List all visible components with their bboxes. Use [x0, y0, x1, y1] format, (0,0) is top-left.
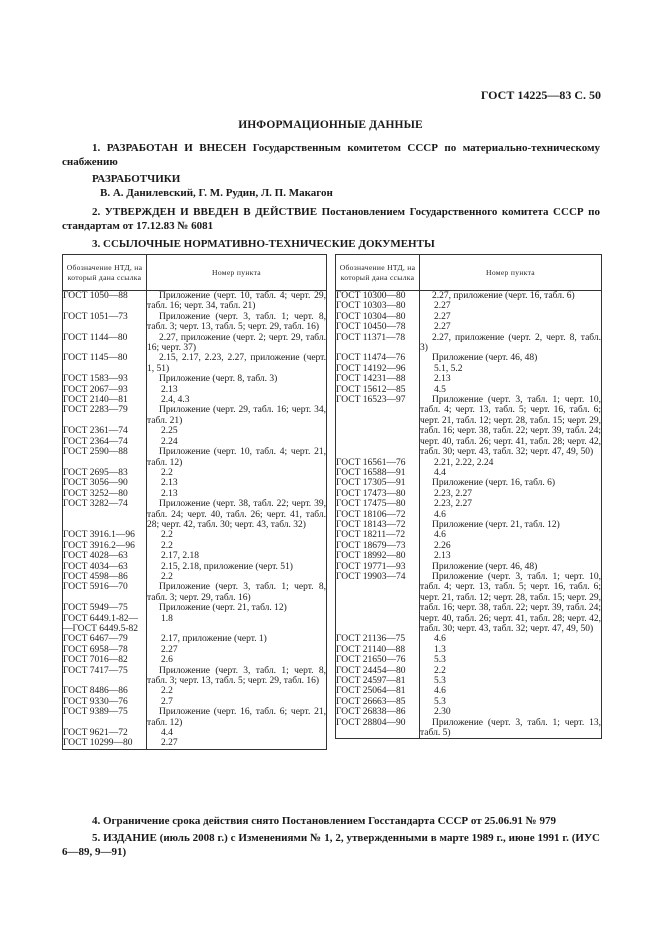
developers-heading: РАЗРАБОТЧИКИ [92, 173, 181, 185]
table-row [336, 541, 602, 551]
clause-number: 2.27 [147, 738, 327, 749]
column-header-item: Номер пункта [420, 255, 602, 291]
clause-number: Приложение (черт. 3, табл. 1; черт. 8, табл. 3; черт. 13, табл. 5; черт. 29, табл. 16) [147, 311, 326, 333]
clause-number: Приложение (черт. 10, табл. 4; черт. 21, табл. 12) [147, 447, 326, 468]
standard-code: ГОСТ 11371—78 [336, 332, 406, 343]
table-row [336, 510, 602, 520]
table-row [63, 686, 327, 696]
standard-designation [336, 322, 420, 332]
table-row [63, 437, 327, 447]
standard-code: ГОСТ 24597—81 [336, 676, 406, 687]
standard-code: ГОСТ 19903—74 [336, 571, 406, 582]
clause-number: 2.2 [420, 666, 602, 676]
standard-code: ГОСТ 8486—86 [63, 686, 128, 697]
standard-designation [336, 301, 420, 311]
standard-code: ГОСТ 26838—86 [336, 707, 406, 718]
clause-number: 4.6 [420, 634, 602, 644]
clause-number: 5.3 [420, 676, 602, 686]
table-row [336, 645, 602, 655]
clause-number: Приложение (черт. 3, табл. 1; черт. 8, табл. 3; черт. 29, табл. 16) [147, 582, 326, 603]
table-row [63, 614, 327, 635]
standard-code: ГОСТ 1051—73 [63, 311, 128, 322]
table-row [63, 312, 327, 333]
clause-number: 2.13 [420, 374, 602, 384]
standard-designation [336, 364, 420, 374]
section-2: 2. УТВЕРЖДЕН И ВВЕДЕН В ДЕЙСТВИЕ Постановлением Государственного комитета СССР по стандартам от 17.12.83 № 6081 [62, 206, 600, 232]
standard-code: ГОСТ 2283—79 [63, 405, 128, 416]
clause-number: 2.25 [147, 426, 327, 436]
clause-number: Приложение (черт. 10, табл. 4; черт. 29, табл. 16; черт. 34, табл. 21) [147, 291, 326, 312]
standard-designation [336, 520, 420, 530]
clause-number: 2.4, 4.3 [147, 395, 327, 405]
table-row [63, 374, 327, 384]
standard-code: ГОСТ 17305—91 [336, 478, 406, 489]
standard-designation [63, 614, 147, 635]
section-1: 1. РАЗРАБОТАН И ВНЕСЕН Государственным комитетом СССР по материально-техническому снабжению [62, 142, 600, 168]
clause-number: Приложение (черт. 3, табл. 1; черт. 10, табл. 4; черт. 13, табл. 5; черт. 16, табл. 6; черт. 21, табл. 12; черт. 28, табл. 15; черт. 29, табл. 16; черт. 38, табл. 22; черт. 39, табл. 24; черт. 40, табл. 26; черт. 41, табл. 28; черт. 42, табл. 30; черт. 43, табл. 32; черт. 47, 49, 50) [420, 571, 601, 634]
standard-designation [63, 353, 147, 374]
standard-code: ГОСТ 24454—80 [336, 665, 406, 676]
clause-number: 2.6 [147, 655, 327, 665]
standard-designation [336, 499, 420, 509]
standard-code: ГОСТ 19771—93 [336, 561, 406, 572]
table-row [63, 634, 327, 644]
table-row [336, 458, 602, 468]
standard-designation [336, 551, 420, 561]
table-row [63, 499, 327, 530]
standard-code: ГОСТ 21140—88 [336, 644, 406, 655]
table-row [63, 603, 327, 613]
standard-code: ГОСТ 3056—90 [63, 478, 128, 489]
table-row [336, 301, 602, 311]
table-row [63, 385, 327, 395]
table-row [63, 468, 327, 478]
standard-code: ГОСТ 18211—72 [336, 530, 406, 541]
table-row [336, 353, 602, 363]
standard-code: ГОСТ 3252—80 [63, 488, 128, 499]
standard-designation [63, 603, 147, 613]
clause-number: 2.27 [420, 312, 602, 322]
clause-number: 2.13 [147, 478, 327, 488]
standard-designation [63, 551, 147, 561]
standard-designation [63, 426, 147, 436]
table-row [336, 291, 602, 302]
standard-designation [63, 447, 147, 468]
table-row [336, 395, 602, 457]
standard-designation [336, 353, 420, 363]
standard-designation [63, 291, 147, 312]
table-row [336, 374, 602, 384]
clause-number: 2.21, 2.22, 2.24 [420, 458, 602, 468]
table-row [63, 489, 327, 499]
standard-code: ГОСТ 3916.2—96 [63, 540, 135, 551]
standard-designation [336, 458, 420, 468]
clause-number: 5.3 [420, 697, 602, 707]
clause-number: 2.24 [147, 437, 327, 447]
standard-code: ГОСТ 14231—88 [336, 374, 406, 385]
standard-designation [336, 468, 420, 478]
clause-number: Приложение (черт. 16, табл. 6; черт. 21, табл. 12) [147, 707, 326, 728]
clause-number: 2.27 [147, 645, 327, 655]
clause-number: 1.8 [147, 614, 327, 635]
clause-number: Приложение (черт. 3, табл. 1; черт. 13, табл. 5) [420, 717, 601, 739]
standard-designation [63, 697, 147, 707]
clause-number: Приложение (черт. 3, табл. 1; черт. 10, табл. 4; черт. 13, табл. 5; черт. 16, табл. 6; черт. 21, табл. 12; черт. 28, табл. 15; черт. 29, табл. 16; черт. 38, табл. 22; черт. 39, табл. 24; черт. 40, табл. 26; черт. 41, табл. 28; черт. 42, табл. 30; черт. 43, табл. 32; черт. 47, 49, 50) [420, 395, 601, 458]
clause-number: 2.30 [420, 707, 602, 717]
table-row [336, 478, 602, 488]
standard-code: ГОСТ 9389—75 [63, 707, 128, 718]
standard-designation [63, 562, 147, 572]
clause-number: 4.6 [420, 686, 602, 696]
clause-number: 4.5 [420, 385, 602, 395]
standard-designation [63, 634, 147, 644]
table-row [63, 562, 327, 572]
standard-code: ГОСТ 16561—76 [336, 457, 406, 468]
table-row [63, 291, 327, 312]
standard-designation [63, 686, 147, 696]
table-row [63, 333, 327, 354]
standard-code: ГОСТ 9330—76 [63, 696, 128, 707]
clause-number: 2.2 [147, 530, 327, 540]
table-row [336, 551, 602, 561]
clause-number: 2.27, приложение (черт. 2; черт. 29, табл. 16; черт. 37) [147, 332, 326, 354]
table-row [63, 551, 327, 561]
standard-designation [63, 655, 147, 665]
standard-code: ГОСТ 17473—80 [336, 488, 406, 499]
standard-designation [63, 312, 147, 333]
standard-designation [336, 385, 420, 395]
standard-code: ГОСТ 10300—80 [336, 291, 406, 301]
standard-designation [336, 707, 420, 717]
table-row [336, 572, 602, 634]
section-3-heading: 3. ССЫЛОЧНЫЕ НОРМАТИВНО-ТЕХНИЧЕСКИЕ ДОКУМЕНТЫ [92, 238, 435, 250]
table-row [63, 582, 327, 603]
clause-number: 1.3 [420, 645, 602, 655]
clause-number: 2.27 [420, 301, 602, 311]
standard-designation [336, 718, 420, 739]
table-row [336, 364, 602, 374]
standard-code: ГОСТ 10299—80 [63, 738, 133, 749]
standard-code: ГОСТ 16523—97 [336, 395, 406, 406]
clause-number: 2.2 [147, 541, 327, 551]
clause-number: 2.23, 2.27 [420, 499, 602, 509]
clause-number: 2.27 [420, 322, 602, 332]
clause-number: Приложение (черт. 46, 48) [420, 562, 602, 572]
standard-designation [63, 405, 147, 426]
standard-code: ГОСТ 2364—74 [63, 436, 128, 447]
standard-code: ГОСТ 10303—80 [336, 301, 406, 312]
clause-number: 2.27, приложение (черт. 2, черт. 8, табл. 3) [420, 332, 601, 354]
standard-code: ГОСТ 17475—80 [336, 499, 406, 510]
clause-number: Приложение (черт. 16, табл. 6) [420, 478, 602, 488]
standard-designation [63, 437, 147, 447]
clause-number: 2.7 [147, 697, 327, 707]
clause-number: 2.17, приложение (черт. 1) [147, 634, 327, 644]
standard-designation [336, 333, 420, 354]
standard-code: ГОСТ 1583—93 [63, 374, 128, 385]
table-row [63, 530, 327, 540]
standard-code: ГОСТ 10304—80 [336, 311, 406, 322]
table-row [336, 499, 602, 509]
standard-code: ГОСТ 6467—79 [63, 634, 128, 645]
column-header-item: Номер пункта [147, 255, 327, 291]
standard-designation [63, 499, 147, 530]
clause-number: 2.26 [420, 541, 602, 551]
table-row [336, 489, 602, 499]
standard-designation [63, 738, 147, 749]
clause-number: Приложение (черт. 46, 48) [420, 353, 602, 363]
standard-code: —ГОСТ 6449.5-82 [63, 624, 139, 634]
standard-designation [63, 395, 147, 405]
standard-code: ГОСТ 11474—76 [336, 353, 406, 364]
table-row [63, 405, 327, 426]
standard-code: ГОСТ 1144—80 [63, 332, 128, 343]
standard-designation [63, 478, 147, 488]
table-row [336, 676, 602, 686]
table-row [63, 645, 327, 655]
standard-designation [336, 634, 420, 644]
clause-number: 4.6 [420, 530, 602, 540]
standard-code: ГОСТ 4034—63 [63, 561, 128, 572]
clause-number: 5.1, 5.2 [420, 364, 602, 374]
table-row [336, 312, 602, 322]
table-row [63, 666, 327, 687]
standard-code: ГОСТ 7417—75 [63, 665, 128, 676]
standard-designation [336, 562, 420, 572]
table-row [63, 353, 327, 374]
standard-code: ГОСТ 21650—76 [336, 655, 406, 666]
table-row [63, 738, 327, 749]
standard-designation [336, 478, 420, 488]
table-row [336, 562, 602, 572]
standard-code: ГОСТ 18992—80 [336, 551, 406, 562]
clause-number: 4.4 [147, 728, 327, 738]
reference-table-right [335, 254, 602, 739]
standard-code: ГОСТ 4598—86 [63, 571, 128, 582]
standard-code: ГОСТ 7016—82 [63, 655, 128, 666]
clause-number: 2.13 [420, 551, 602, 561]
section-4: 4. Ограничение срока действия снято Постановлением Госстандарта СССР от 25.06.91 № 979 [92, 815, 556, 827]
table-row [336, 634, 602, 644]
table-row [336, 686, 602, 696]
clause-number: Приложение (черт. 29, табл. 16; черт. 34, табл. 21) [147, 405, 326, 426]
clause-number: 5.3 [420, 655, 602, 665]
standard-code: ГОСТ 2590—88 [63, 447, 128, 458]
clause-number: Приложение (черт. 3, табл. 1; черт. 8, табл. 3; черт. 13, табл. 5; черт. 29, табл. 16) [147, 665, 326, 687]
table-row [336, 468, 602, 478]
standard-code: ГОСТ 9621—72 [63, 728, 128, 739]
standard-designation [63, 468, 147, 478]
clause-number: 2.2 [147, 572, 327, 582]
clause-number: Приложение (черт. 21, табл. 12) [147, 603, 327, 613]
section-5: 5. ИЗДАНИЕ (июль 2008 г.) с Изменениями № 1, 2, утвержденными в марте 1989 г., июне 1991 г. (ИУС 6—89, 9—91) [62, 832, 600, 858]
table-row [336, 697, 602, 707]
standard-code: ГОСТ 21136—75 [336, 634, 406, 645]
standard-designation [63, 572, 147, 582]
standard-code: ГОСТ 4028—63 [63, 551, 128, 562]
table-row [63, 478, 327, 488]
standard-code: ГОСТ 6449.1-82— [63, 613, 139, 624]
standard-code: ГОСТ 25064—81 [336, 686, 406, 697]
clause-number: 4.6 [420, 510, 602, 520]
clause-number: 2.23, 2.27 [420, 489, 602, 499]
standard-code: ГОСТ 3282—74 [63, 499, 128, 510]
table-row [63, 572, 327, 582]
clause-number: Приложение (черт. 8, табл. 3) [147, 374, 327, 384]
standard-designation [63, 645, 147, 655]
clause-number: 2.15, 2.17, 2.23, 2.27, приложение (черт. 1, 51) [147, 353, 326, 374]
standard-code: ГОСТ 14192—96 [336, 363, 406, 374]
standard-code: ГОСТ 15612—85 [336, 384, 406, 395]
table-row [336, 655, 602, 665]
standard-code: ГОСТ 5916—70 [63, 582, 128, 593]
clause-number: 2.27, приложение (черт. 16, табл. 6) [420, 291, 602, 302]
table-row [63, 395, 327, 405]
standard-designation [63, 728, 147, 738]
standard-designation [336, 510, 420, 520]
column-header-doc: Обозначение НТД, на который дана ссылка [63, 255, 147, 291]
standard-code: ГОСТ 18679—73 [336, 540, 406, 551]
developers-names: В. А. Данилевский, Г. М. Рудин, Л. П. Макагон [100, 187, 333, 199]
table-row [336, 718, 602, 739]
table-row [63, 655, 327, 665]
standard-code: ГОСТ 6958—78 [63, 644, 128, 655]
standard-designation [63, 374, 147, 384]
standard-designation [63, 333, 147, 354]
standard-designation [63, 707, 147, 728]
standard-designation [336, 686, 420, 696]
clause-number: 2.17, 2.18 [147, 551, 327, 561]
clause-number: 2.2 [147, 686, 327, 696]
table-row [63, 541, 327, 551]
page-number: ГОСТ 14225—83 С. 50 [480, 88, 601, 102]
clause-number: 2.13 [147, 489, 327, 499]
table-row [336, 333, 602, 354]
table-row [63, 728, 327, 738]
table-row [63, 707, 327, 728]
standard-code: ГОСТ 16588—91 [336, 467, 406, 478]
standard-designation [336, 374, 420, 384]
table-row [63, 447, 327, 468]
standard-designation [336, 572, 420, 634]
clause-number: 2.2 [147, 468, 327, 478]
table-row [336, 530, 602, 540]
standard-designation [336, 666, 420, 676]
standard-designation [336, 395, 420, 457]
standard-designation [63, 489, 147, 499]
standard-designation [63, 530, 147, 540]
standard-code: ГОСТ 26663—85 [336, 696, 406, 707]
standard-designation [63, 541, 147, 551]
clause-number: 2.15, 2.18, приложение (черт. 51) [147, 562, 327, 572]
standard-designation [336, 676, 420, 686]
standard-designation [63, 666, 147, 687]
clause-number: 2.13 [147, 385, 327, 395]
standard-designation [63, 582, 147, 603]
standard-code: ГОСТ 5949—75 [63, 603, 128, 614]
standard-designation [336, 530, 420, 540]
standard-designation [336, 489, 420, 499]
standard-code: ГОСТ 2067—93 [63, 384, 128, 395]
table-row [336, 707, 602, 717]
standard-designation [336, 291, 420, 302]
table-row [336, 322, 602, 332]
standard-designation [336, 312, 420, 322]
standard-code: ГОСТ 2361—74 [63, 426, 128, 437]
standard-designation [336, 541, 420, 551]
page-title: ИНФОРМАЦИОННЫЕ ДАННЫЕ [238, 119, 423, 131]
standard-code: ГОСТ 2695—83 [63, 467, 128, 478]
table-row [336, 666, 602, 676]
reference-table-left [62, 254, 327, 750]
standard-code: ГОСТ 18106—72 [336, 509, 406, 520]
standard-designation [336, 697, 420, 707]
clause-number: Приложение (черт. 21, табл. 12) [420, 520, 602, 530]
table-row [336, 520, 602, 530]
standard-code: ГОСТ 1050—88 [63, 291, 128, 301]
table-row [336, 385, 602, 395]
table-row [63, 697, 327, 707]
standard-designation [336, 645, 420, 655]
standard-designation [336, 655, 420, 665]
standard-code: ГОСТ 28804—90 [336, 717, 406, 728]
standard-code: ГОСТ 10450—78 [336, 322, 406, 333]
standard-code: ГОСТ 3916.1—96 [63, 530, 135, 541]
standard-code: ГОСТ 18143—72 [336, 519, 406, 530]
clause-number: 4.4 [420, 468, 602, 478]
clause-number: Приложение (черт. 38, табл. 22; черт. 39, табл. 24; черт. 40, табл. 26; черт. 41, табл. 28; черт. 42, табл. 30; черт. 43, табл. 32) [147, 499, 326, 530]
table-row [63, 426, 327, 436]
standard-code: ГОСТ 2140—81 [63, 395, 128, 406]
column-header-doc: Обозначение НТД, на который дана ссылка [336, 255, 420, 291]
standard-designation [63, 385, 147, 395]
standard-code: ГОСТ 1145—80 [63, 353, 128, 364]
